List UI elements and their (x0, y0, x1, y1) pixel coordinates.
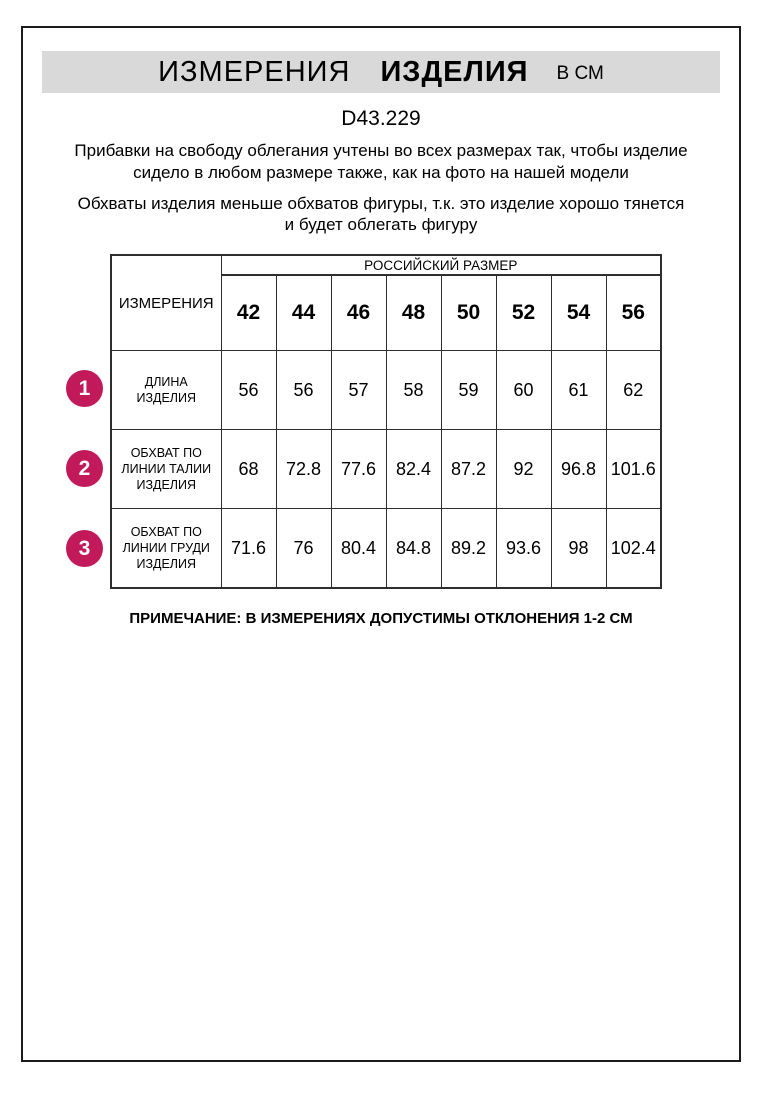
table-row-chest (111, 509, 661, 589)
table-cell: 80.4 (331, 509, 386, 589)
table-cell: 82.4 (386, 430, 441, 509)
row-number-3: 3 (78, 536, 91, 560)
row-label: ОБХВАТ ПО ЛИНИИ ТАЛИИ ИЗДЕЛИЯ (111, 430, 221, 509)
row-number-badge-2 (66, 450, 103, 487)
row-number-badge-1 (66, 370, 103, 407)
note-text: ПРИМЕЧАНИЕ: В ИЗМЕРЕНИЯХ ДОПУСТИМЫ ОТКЛОНЕНИЯ 1-2 СМ (129, 610, 633, 627)
table-cell: 76 (276, 509, 331, 589)
size-header: 42 (221, 275, 276, 351)
table-cell: 59 (441, 351, 496, 430)
size-header: 46 (331, 275, 386, 351)
row-label: ОБХВАТ ПО ЛИНИИ ГРУДИ ИЗДЕЛИЯ (111, 509, 221, 589)
measurements-column-header: ИЗМЕРЕНИЯ (111, 255, 221, 351)
table-cell: 102.4 (606, 509, 661, 589)
title-units: В СМ (556, 63, 604, 84)
row-number-1: 1 (78, 376, 91, 400)
table-cell: 56 (276, 351, 331, 430)
table-header-group-row (111, 255, 661, 275)
table-cell: 96.8 (551, 430, 606, 509)
table-cell: 71.6 (221, 509, 276, 589)
table-cell: 60 (496, 351, 551, 430)
size-group-header: РОССИЙСКИЙ РАЗМЕР (221, 255, 661, 275)
title-measurements: ИЗМЕРЕНИЯ (158, 55, 351, 88)
size-header: 52 (496, 275, 551, 351)
table-cell: 92 (496, 430, 551, 509)
size-header: 44 (276, 275, 331, 351)
row-number-badge-3 (66, 530, 103, 567)
table-cell: 87.2 (441, 430, 496, 509)
size-table (110, 254, 662, 589)
table-cell: 93.6 (496, 509, 551, 589)
table-cell: 77.6 (331, 430, 386, 509)
table-row-waist (111, 430, 661, 509)
table-cell: 57 (331, 351, 386, 430)
table-cell: 68 (221, 430, 276, 509)
table-cell: 98 (551, 509, 606, 589)
product-code: D43.229 (341, 107, 421, 130)
page-border-frame (21, 26, 741, 1062)
size-header: 56 (606, 275, 661, 351)
table-cell: 62 (606, 351, 661, 430)
table-cell: 89.2 (441, 509, 496, 589)
table-row-length (111, 351, 661, 430)
size-table-wrapper (78, 254, 660, 589)
row-number-2: 2 (78, 456, 91, 480)
table-cell: 101.6 (606, 430, 661, 509)
size-header: 50 (441, 275, 496, 351)
table-cell: 61 (551, 351, 606, 430)
row-label: ДЛИНА ИЗДЕЛИЯ (111, 351, 221, 430)
intro-paragraph-1: Прибавки на свободу облегания учтены во всех размерах так, чтобы изделие сидело в любом размере также, как на фото на нашей модели (74, 141, 688, 182)
intro-paragraph-2: Обхваты изделия меньше обхватов фигуры, т.к. это изделие хорошо тянется и будет облегать фигуру (77, 193, 685, 235)
table-cell: 84.8 (386, 509, 441, 589)
table-cell: 72.8 (276, 430, 331, 509)
table-cell: 56 (221, 351, 276, 430)
table-cell: 58 (386, 351, 441, 430)
title-band (42, 51, 720, 93)
size-header: 54 (551, 275, 606, 351)
size-header: 48 (386, 275, 441, 351)
title-product: ИЗДЕЛИЯ (380, 55, 529, 88)
